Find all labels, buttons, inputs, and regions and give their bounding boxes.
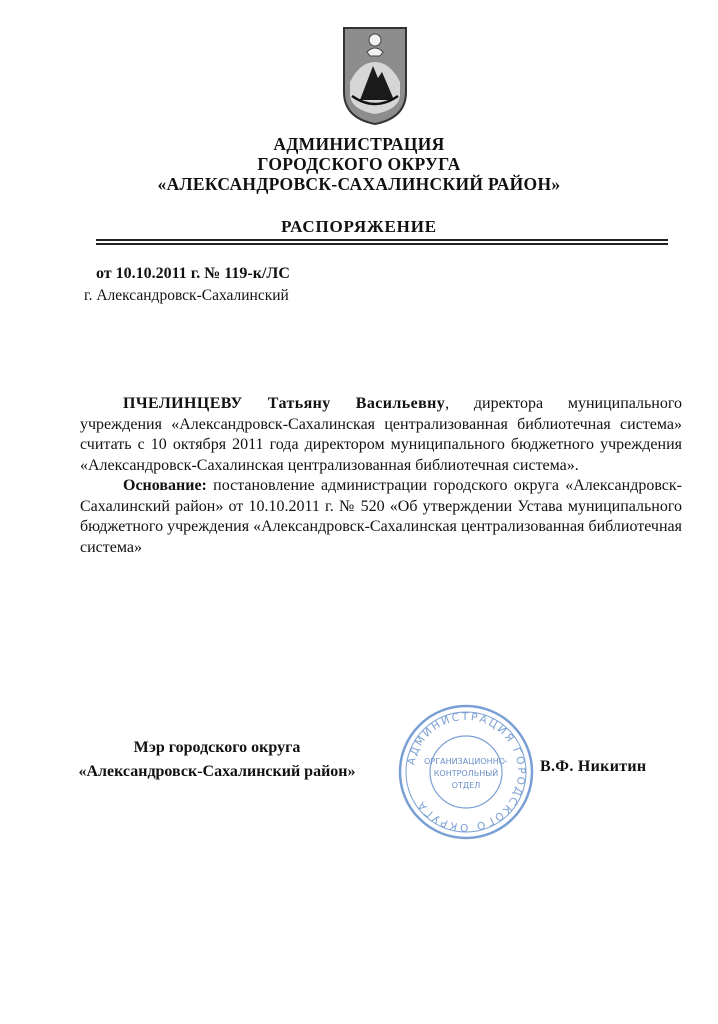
header-divider-thin [96,243,668,245]
order-body [80,394,682,558]
header-line-3: «АЛЕКСАНДРОВСК-САХАЛИНСКИЙ РАЙОН» [157,174,561,194]
basis-text: постановление администрации городского округа «Александровск-Сахалинский район» от 10.10.2011 г. № 520 «Об утверждении Устава муниципального бюджетного учреждения «Александровск-Сахалинская централизованная библиотечная система» [80,477,682,556]
signatory-title [62,736,372,784]
signatory-title-line-1: Мэр городского округа [133,739,301,756]
document-number: от 10.10.2011 г. № 119-к/ЛС [96,265,290,282]
round-stamp-icon [396,702,536,842]
stamp-center-line-1: ОРГАНИЗАЦИОННО- [424,757,508,766]
stamp-center-line-2: КОНТРОЛЬНЫЙ [433,769,499,778]
order-paragraph-1-text: , директора муниципального учреждения «Александровск-Сахалинская централизованная библиотечная система» считать с 10 октября 2011 года директором муниципального бюджетного учреждения «Александровск-Сахалинская централизованная библиотечная система». [80,395,682,474]
organization-header [60,134,658,194]
header-line-1: АДМИНИСТРАЦИЯ [273,134,445,154]
header-divider [96,239,668,241]
header-line-2: ГОРОДСКОГО ОКРУГА [257,154,461,174]
employee-name: ПЧЕЛИНЦЕВУ Татьяну Васильевну [123,395,446,412]
stamp-center-line-3: ОТДЕЛ [451,781,481,790]
order-paragraph-2 [80,476,682,558]
basis-label: Основание: [123,477,207,494]
order-paragraph-1 [80,394,682,476]
document-place: г. Александровск-Сахалинский [84,287,289,304]
stamp-outer-text: АДМИНИСТРАЦИЯ ГОРОДСКОГО ОКРУГА [405,710,528,834]
signatory-title-line-2: «Александровск-Сахалинский район» [78,763,356,780]
signatory-name: В.Ф. Никитин [540,758,647,775]
document-type: РАСПОРЯЖЕНИЕ [281,217,437,236]
coat-of-arms-icon [340,22,410,126]
